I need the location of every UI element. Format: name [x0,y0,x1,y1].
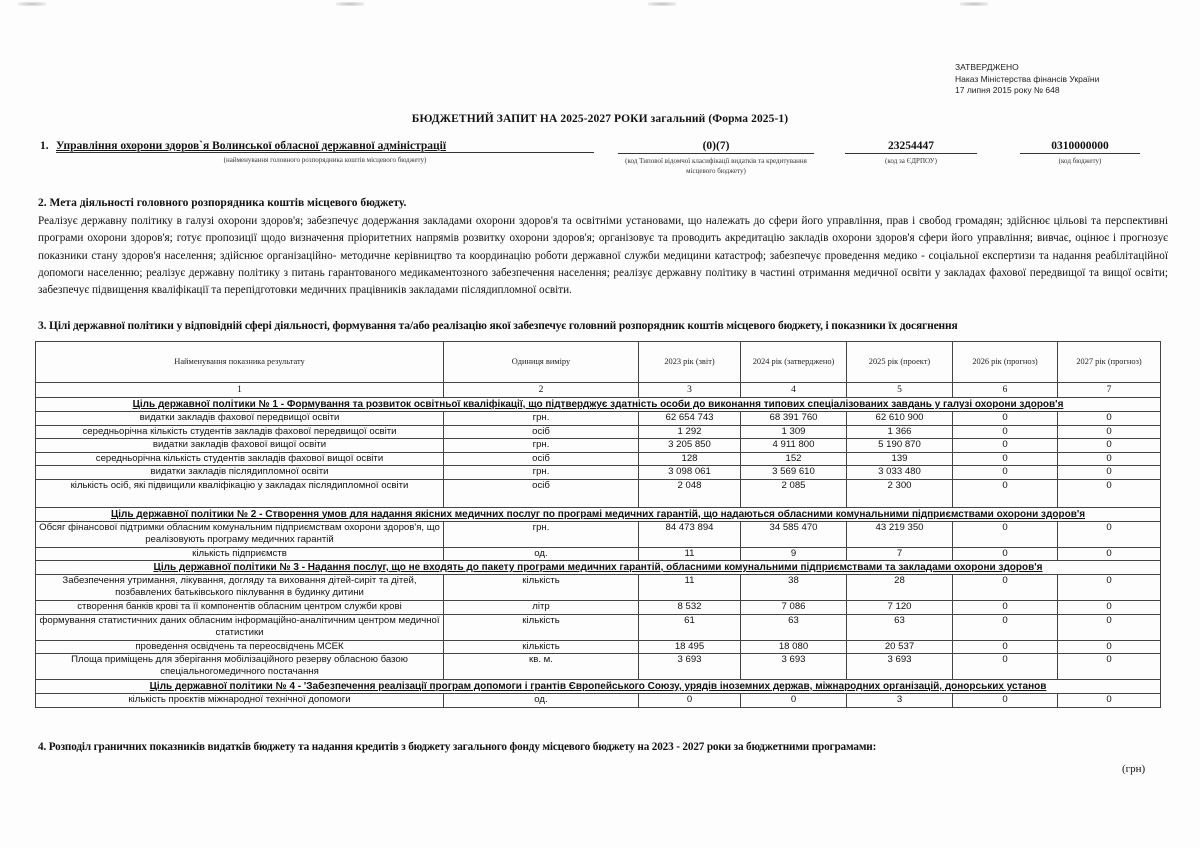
organization-name-caption: (найменування головного розпорядника коштів місцевого бюджету) [223,156,427,164]
unit: од. [444,547,639,561]
tpkvk-code: (0)(7) [618,140,814,154]
goal-title: Ціль державної політики № 3 - Надання послуг, що не входять до пакету програми медичних гарантій, обласними комунальними підприємствами та закладами охорони здоров'я [36,561,1161,575]
indicator-name: формування статистичних даних обласним інформаційно-аналітичним центром медичної статистики [36,614,444,640]
value-2023: 62 654 743 [639,412,741,426]
value-2024: 0 [741,694,847,708]
currency-unit-note: (грн) [1122,763,1146,775]
scan-artifact [960,2,988,6]
table-row [36,640,1161,654]
scan-artifact [18,2,46,6]
document-title: БЮДЖЕТНИЙ ЗАПИТ НА 2025-2027 РОКИ загальний (Форма 2025-1) [411,113,789,125]
unit: літр [444,601,639,615]
value-2026: 0 [953,694,1058,708]
goal-title: Ціль державної політики № 4 - 'Забезпечення реалізації програм допомоги і грантів Європейського Союзу, урядів іноземних держав, міжнародних організацій, донорських установ [36,680,1161,694]
table-row [36,439,1161,453]
policy-goals-table [35,341,1161,708]
scan-artifact [336,2,364,6]
goal-row [36,561,1161,575]
table-row [36,654,1161,680]
unit: кількість [444,640,639,654]
value-2026: 0 [953,466,1058,480]
table-row [36,425,1161,439]
goal-row [36,398,1161,412]
value-2024: 34 585 470 [741,521,847,547]
unit: од. [444,694,639,708]
column-number: 2 [444,383,639,398]
table-row [36,466,1161,480]
col-header-indicator: Найменування показника результату [36,342,444,383]
goal-row [36,680,1161,694]
value-2026: 0 [953,614,1058,640]
value-2027: 0 [1058,412,1161,426]
column-number: 3 [639,383,741,398]
value-2027: 0 [1058,466,1161,480]
value-2027: 0 [1058,425,1161,439]
col-header-2023: 2023 рік (звіт) [639,342,741,383]
value-2023: 3 693 [639,654,741,680]
table-row [36,412,1161,426]
table-row [36,521,1161,547]
indicator-name: середньорічна кількість студентів закладів фахової вищої освіти [36,452,444,466]
value-2024: 4 911 800 [741,439,847,453]
table-row [36,452,1161,466]
value-2024: 68 391 760 [741,412,847,426]
value-2024: 152 [741,452,847,466]
indicator-name: проведення освідчень та переосвідчень МСЕК [36,640,444,654]
value-2026: 0 [953,640,1058,654]
section2-text: Реалізує державну політику в галузі охорони здоров'я; забезпечує додержання закладами охорони здоров'я та освітніми установами, що належать до сфери його управління, прав і свобод громадян; здійснює цільові та перспективні програми охорони здоров'я; готує пропозиції щодо визначення пріоритетних напрямів розвитку охорони здоров'я; організовує та проводить акредитацію закладів охорони здоров'я сфери його управління; вивчає, оцінює і прогнозує показники стану здоров'я населення; здійснює організаційно- методичне керівництво та координацію роботи державної служби медицини катастроф; забезпечує проведення медико - соціальної експертизи та надання реабілітаційної допомоги населенню; реалізує державну політику з питань гарантованого медикаментозного забезпечення населення; реалізує державну політику в частині отримання медичної освіти у закладах фахової передвищої та вищої освіти; забезпечує підвищення кваліфікації та перепідготовки медичних працівників закладами післядипломної освіти. [38,215,1168,297]
column-number: 5 [847,383,953,398]
col-header-2025: 2025 рік (проект) [847,342,953,383]
value-2027: 0 [1058,479,1161,507]
edrpou-caption: (код за ЄДРПОУ) [885,157,937,165]
value-2026: 0 [953,479,1058,507]
section1-number: 1. [40,140,49,152]
value-2023: 18 495 [639,640,741,654]
unit: грн. [444,412,639,426]
unit: грн. [444,466,639,480]
goal-title: Ціль державної політики № 1 - Формування та розвиток освітньої кваліфікації, що підтверджує здатність особи до виконання типових спеціалізованих завдань у галузі охорони здоров'я [36,398,1161,412]
value-2027: 0 [1058,575,1161,601]
value-2024: 3 693 [741,654,847,680]
value-2025: 3 693 [847,654,953,680]
approval-stamp [955,62,1099,97]
value-2023: 84 473 894 [639,521,741,547]
value-2024: 9 [741,547,847,561]
indicator-name: середньорічна кількість студентів закладів фахової передвищої освіти [36,425,444,439]
value-2027: 0 [1058,601,1161,615]
value-2027: 0 [1058,452,1161,466]
value-2024: 63 [741,614,847,640]
indicator-name: Площа приміщень для зберігання мобілізаційного резерву обласною базою спеціальногомедичного постачання [36,654,444,680]
value-2023: 11 [639,547,741,561]
value-2025: 7 [847,547,953,561]
table-row [36,614,1161,640]
value-2026: 0 [953,547,1058,561]
indicator-name: видатки закладів фахової вищої освіти [36,439,444,453]
value-2025: 62 610 900 [847,412,953,426]
scan-artifact [648,2,676,6]
indicator-name: Обсяг фінансової підтримки обласним комунальним підприємствам охорони здоров'я, що реалізовують програму медичних гарантій [36,521,444,547]
indicator-name: Забезпечення утримання, лікування, догляду та виховання дітей-сиріт та дітей, позбавлених батьківського піклування в будинку дитини [36,575,444,601]
approval-line-2: Наказ Міністерства фінансів України [955,73,1100,84]
value-2023: 11 [639,575,741,601]
unit: грн. [444,439,639,453]
table-row [36,547,1161,561]
goal-title: Ціль державної політики № 2 - Створення умов для надання якісних медичних послуг по програмі медичних гарантій, що надаються обласними комунальними підприємствами охорони здоров'я [36,507,1161,521]
value-2023: 0 [639,694,741,708]
table-row [36,575,1161,601]
value-2024: 2 085 [741,479,847,507]
column-number: 6 [953,383,1058,398]
unit: осіб [444,479,639,507]
value-2026: 0 [953,601,1058,615]
unit: кількість [444,575,639,601]
approval-line-1: ЗАТВЕРДЖЕНО [955,62,1019,72]
unit: кількість [444,614,639,640]
indicator-name: створення банків крові та її компонентів обласним центром служби крові [36,601,444,615]
approval-line-3: 17 липня 2015 року № 648 [955,85,1060,95]
value-2026: 0 [953,412,1058,426]
value-2025: 28 [847,575,953,601]
value-2023: 3 098 061 [639,466,741,480]
value-2024: 38 [741,575,847,601]
value-2025: 20 537 [847,640,953,654]
budget-code: 0310000000 [1020,140,1140,154]
value-2025: 43 219 350 [847,521,953,547]
value-2025: 1 366 [847,425,953,439]
value-2024: 3 569 610 [741,466,847,480]
value-2026: 0 [953,654,1058,680]
section4-heading: 4. Розподіл граничних показників видатків бюджету та надання кредитів з бюджету загального фонду місцевого бюджету на 2023 - 2027 роки за бюджетними програмами: [38,741,877,753]
unit: осіб [444,452,639,466]
unit: кв. м. [444,654,639,680]
section3-heading: 3. Цілі державної політики у відповідній сфері діяльності, формування та/або реалізацію якої забезпечує головний розпорядник коштів місцевого бюджету, і показники їх досягнення [38,320,958,332]
col-header-2027: 2027 рік (прогноз) [1058,342,1161,383]
column-number: 1 [36,383,444,398]
table-row [36,479,1161,507]
value-2023: 61 [639,614,741,640]
table-row [36,694,1161,708]
value-2025: 7 120 [847,601,953,615]
column-number: 4 [741,383,847,398]
value-2025: 63 [847,614,953,640]
tpkvk-caption: (код Типової відомчої класифікації видатків та кредитування місцевого бюджету) [625,157,807,175]
indicator-name: видатки закладів фахової передвищої освіти [36,412,444,426]
table-row [36,601,1161,615]
budget-code-field [1020,140,1140,166]
value-2027: 0 [1058,694,1161,708]
col-header-2026: 2026 рік (прогноз) [953,342,1058,383]
value-2024: 1 309 [741,425,847,439]
value-2024: 18 080 [741,640,847,654]
value-2025: 139 [847,452,953,466]
value-2023: 128 [639,452,741,466]
organization-name: Управління охорони здоров`я Волинської обласної державної адміністрації [56,140,594,153]
indicator-name: кількість осіб, які підвищили кваліфікацію у закладах післядипломної освіти [36,479,444,507]
indicator-name: видатки закладів післядипломної освіти [36,466,444,480]
value-2027: 0 [1058,614,1161,640]
tpkvk-code-field [618,140,814,176]
value-2027: 0 [1058,640,1161,654]
value-2025: 3 033 480 [847,466,953,480]
indicator-name: кількість підприємств [36,547,444,561]
value-2023: 1 292 [639,425,741,439]
edrpou-code-field [845,140,977,166]
unit: грн. [444,521,639,547]
col-header-2024: 2024 рік (затверджено) [741,342,847,383]
value-2027: 0 [1058,439,1161,453]
goal-row [36,507,1161,521]
col-header-unit: Одиниця виміру [444,342,639,383]
value-2025: 3 [847,694,953,708]
value-2027: 0 [1058,654,1161,680]
indicator-name: кількість проєктів міжнародної технічної допомоги [36,694,444,708]
value-2023: 8 532 [639,601,741,615]
value-2024: 7 086 [741,601,847,615]
unit: осіб [444,425,639,439]
value-2026: 0 [953,521,1058,547]
table-header-row [36,342,1161,383]
value-2026: 0 [953,425,1058,439]
value-2023: 2 048 [639,479,741,507]
value-2027: 0 [1058,521,1161,547]
value-2026: 0 [953,575,1058,601]
section2-heading: 2. Мета діяльності головного розпорядника коштів місцевого бюджету. [38,197,407,209]
value-2025: 5 190 870 [847,439,953,453]
value-2027: 0 [1058,547,1161,561]
edrpou-code: 23254447 [845,140,977,154]
budget-code-caption: (код бюджету) [1058,157,1102,165]
value-2025: 2 300 [847,479,953,507]
column-number-row [36,383,1161,398]
column-number: 7 [1058,383,1161,398]
value-2026: 0 [953,439,1058,453]
value-2026: 0 [953,452,1058,466]
value-2023: 3 205 850 [639,439,741,453]
